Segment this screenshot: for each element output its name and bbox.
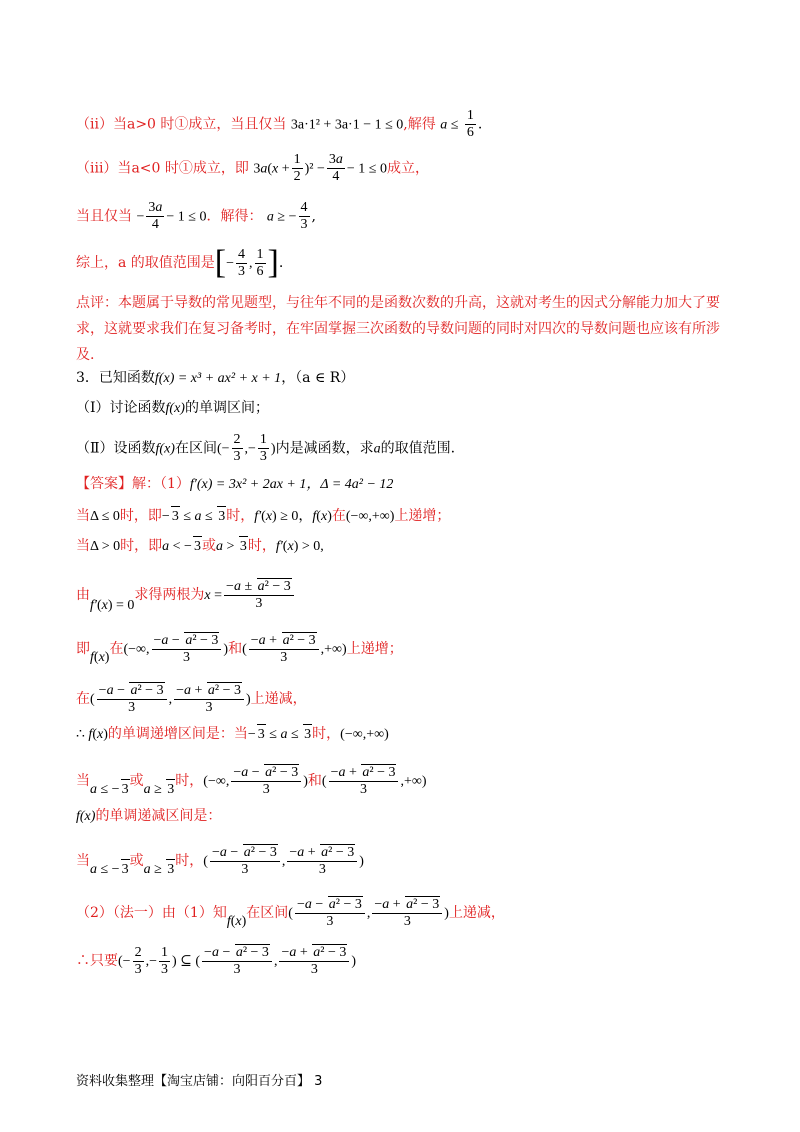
fraction: $\frac{1}{2}$ [293, 152, 301, 184]
text: 当 [76, 538, 90, 554]
derivative-expression: f′(x) = 3x² + 2ax + 1，Δ = 4a² − 12 [189, 477, 394, 492]
text: 的单调递减区间是： [95, 808, 222, 824]
text: 时，即 [120, 538, 163, 554]
text: 综上，a 的取值范围是 [76, 255, 215, 271]
answer-tag: 【答案】 [76, 476, 132, 492]
text: 在区间 [174, 440, 217, 457]
iff-line: 当且仅当 − $\frac{3a}{4}$ − 1 ≤ 0．解得： a ≥ − $\frac{4}{3}$ , [76, 200, 316, 232]
increasing-case2: 当a ≤ − 3或a ≥ 3时，(−∞, $\frac{\text{−a − a² − 3}}{3}$ )和( $\frac{\text{−a + a² − 3}}{3}$ ,+∞) [76, 764, 427, 798]
case-iii-line: （iii）当a<0 时①成立，即 3a(x + $\frac{1}{2}$ )² − $\frac{3a}{4}$ − 1 ≤ 0成立， [76, 152, 429, 184]
roots-line: 由f′(x) = 0求得两根为x = $\frac{\text{−a ± a² − 3}}{3}$ [76, 578, 296, 612]
text: 时， [247, 538, 276, 554]
decreasing-interval: 在( $\frac{\text{−a − a² − 3}}{3}$ , $\frac{\text{−a + a² − 3}}{3}$ )上递减， [76, 683, 307, 715]
text: ∴只要 [76, 953, 118, 969]
text: 即 [76, 641, 90, 657]
part-2-line: （2）（法一）由（1）知f(x)在区间( $\frac{\text{−a − a² − 3}}{3}$ , $\frac{\text{−a + a² − 3}}{3}$ )上递减， [76, 897, 505, 929]
text: 和 [307, 773, 322, 789]
case-ii-line: （ii）当a>0 时①成立，当且仅当 3a·1² + 3a·1 − 1 ≤ 0,解得 a ≤ $\frac{1}{6}$ . [76, 108, 483, 140]
question-3-part-i: （Ⅰ）讨论函数f(x)的单调区间； [76, 400, 269, 416]
math-result: a ≤ [440, 117, 459, 133]
condition: ，（a ∈ R） [281, 370, 355, 386]
question-3 [76, 368, 354, 389]
increasing-summary: ∴ f(x)的单调递增区间是：当− 3 ≤ a ≤ 3时，(−∞,+∞) [76, 724, 389, 745]
text: 上递减， [448, 905, 505, 921]
case-condition: a<0 时①成立，即 [131, 160, 249, 177]
text: 当 [76, 853, 90, 869]
text: 时， [175, 773, 204, 789]
case-label: （ii）当 [76, 116, 127, 133]
text: 当 [76, 508, 90, 524]
decreasing-summary: f(x)的单调递减区间是： [76, 808, 222, 824]
text: 由 [76, 587, 90, 603]
subset-condition: ∴只要(− $\frac{2}{3}$ ,− $\frac{1}{3}$ ) ⊆ ( $\frac{\text{−a − a² − 3}}{3}$ , $\frac{\text{−a + a² − 3}}{3}$ ) [76, 944, 357, 977]
text: 的单调区间； [184, 400, 269, 416]
text: 求得两根为 [134, 587, 205, 603]
text: 时， [175, 853, 204, 869]
text: 时，即 [119, 508, 162, 524]
summary-line: 综上，a 的取值范围是[− $\frac{4}{3}$ , $\frac{1}{6}$ ]. [76, 244, 284, 281]
text: 当且仅当 [76, 208, 132, 225]
text: 上递增； [394, 508, 451, 524]
text: （Ⅱ）设函数 [76, 440, 156, 457]
math-expression: 3a(x + [253, 161, 290, 177]
text: 在 [331, 508, 346, 524]
function-definition: f(x) = x³ + ax² + x + 1 [154, 371, 282, 386]
text: 在 [76, 691, 90, 707]
fraction: $\frac{4}{3}$ [300, 200, 308, 232]
text: 上递减， [250, 691, 307, 707]
decreasing-case: 当a ≤ − 3或a ≥ 3时，( $\frac{\text{−a − a² − 3}}{3}$ , $\frac{\text{−a + a² − 3}}{3}$ ) [76, 844, 364, 878]
text: 的单调递增区间是：当 [107, 726, 248, 742]
text: ．解得： [206, 208, 263, 225]
text: 的取值范围. [380, 440, 456, 457]
math-inequality: 3a·1² + 3a·1 − 1 ≤ 0 [290, 117, 404, 133]
text: 当 [76, 773, 90, 789]
page-footer: 资料收集整理【淘宝店铺：向阳百分百】 3 [76, 1074, 323, 1089]
increasing-intervals: 即f(x)在(−∞, $\frac{\text{−a − a² − 3}}{3}$ )和( $\frac{\text{−a + a² − 3}}{3}$ ,+∞)上递增； [76, 633, 403, 665]
text: 或 [129, 773, 144, 789]
answer-line [76, 474, 393, 495]
text: 时， [312, 726, 341, 742]
text: 成立， [386, 160, 429, 177]
text: 或 [129, 853, 144, 869]
text: 上递增； [346, 641, 403, 657]
fraction: $\frac{1}{6}$ [256, 246, 264, 279]
text: （2）（法一）由（1）知 [76, 905, 227, 921]
text: （Ⅰ）讨论函数 [76, 400, 166, 416]
text: 时， [226, 508, 255, 524]
question-3-part-ii: （Ⅱ）设函数f(x)在区间(− $\frac{2}{3}$ ,− $\frac{1}{3}$ )内是减函数，求a的取值范围. [76, 432, 456, 464]
text: 在区间 [246, 905, 289, 921]
case-delta-pos: 当Δ > 0时，即a < − 3或a > 3时，f′(x) > 0, [76, 536, 324, 557]
case-delta-nonpos: 当Δ ≤ 0时，即− 3 ≤ a ≤ 3时，f′(x) ≥ 0，f(x)在(−∞,+∞)上递增； [76, 506, 450, 527]
fraction: $\frac{3a}{4}$ [328, 152, 343, 184]
text: 或 [201, 538, 216, 554]
text: 和 [228, 641, 243, 657]
text: 在 [109, 641, 124, 657]
case-label: （iii）当 [76, 160, 132, 177]
fraction-1-6: $\frac{1}{6}$ [466, 108, 474, 140]
case-condition: a>0 时①成立，当且仅当 [126, 116, 287, 133]
fraction: $\frac{4}{3}$ [238, 246, 246, 279]
fraction: $\frac{3a}{4}$ [148, 200, 163, 232]
text: 内是减函数，求 [275, 440, 374, 457]
question-number: 3．已知函数 [76, 370, 155, 386]
solve-text: ,解得 [403, 116, 436, 133]
text: 解：（1） [132, 476, 190, 492]
roots-fraction: $\frac{\text{−a ± a² − 3}}{3}$ [224, 578, 294, 612]
commentary-paragraph: 点评：本题属于导数的常见题型，与往年不同的是函数次数的升高，这就对考生的因式分解能力加大了要求，这就要求我们在复习备考时，在牢固掌握三次函数的导数问题的同时对四次的导数问题也应该有所涉及. [76, 295, 720, 363]
